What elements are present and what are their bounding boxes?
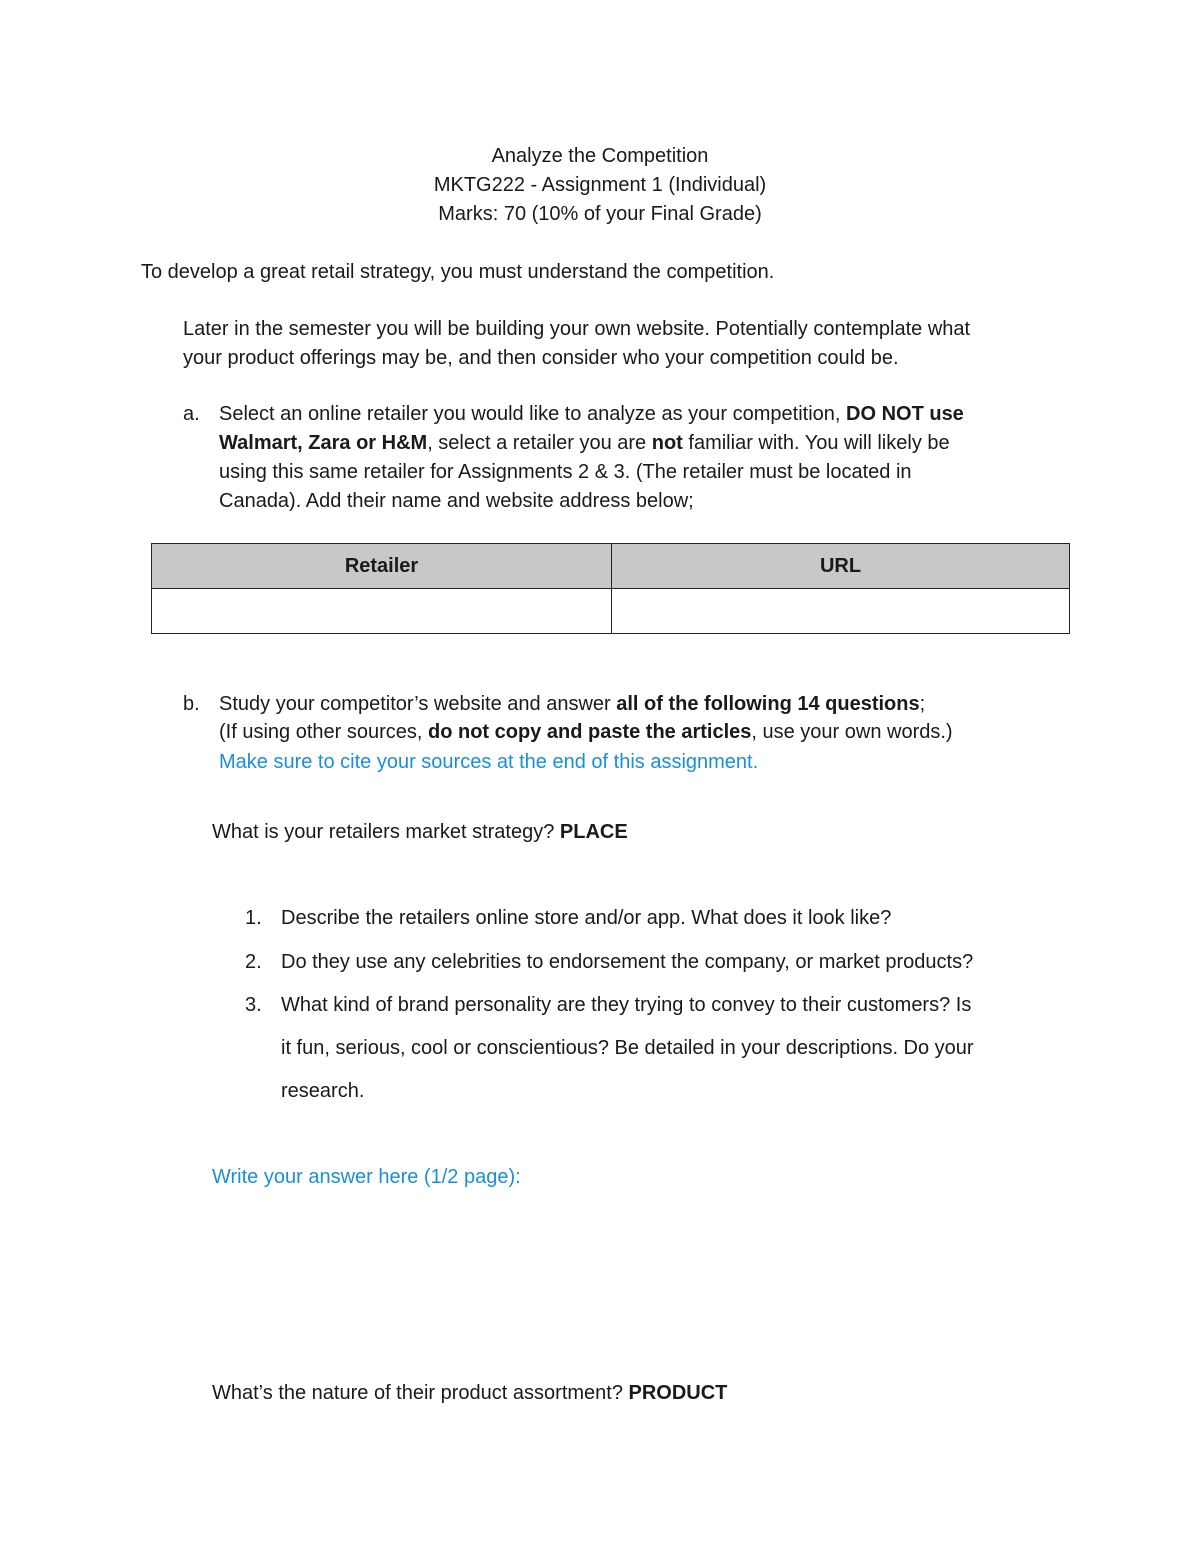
- url-column-header: URL: [612, 544, 1070, 589]
- course-line: MKTG222 - Assignment 1 (Individual): [433, 174, 767, 196]
- later-line-1: Later in the semester you will be building your own website. Potentially contemplate what: [183, 318, 971, 340]
- item-a-line-1: Select an online retailer you would like to analyze as your competition, DO NOT use: [219, 403, 964, 425]
- url-cell[interactable]: [612, 589, 1070, 634]
- item-a-line-3: using this same retailer for Assignments 2 & 3. (The retailer must be located in: [219, 461, 912, 483]
- item-a-line-4: Canada). Add their name and website address below;: [219, 490, 694, 512]
- item-b-marker: b.: [183, 693, 200, 715]
- item-a-line-2: Walmart, Zara or H&M, select a retailer you are not familiar with. You will likely be: [219, 432, 950, 454]
- question-2: 2. Do they use any celebrities to endorsement the company, or market products?: [245, 951, 974, 973]
- marks-line: Marks: 70 (10% of your Final Grade): [438, 203, 762, 225]
- document-title: Analyze the Competition: [491, 145, 709, 167]
- table-header-row: [152, 544, 1070, 589]
- item-b-line-1: Study your competitor’s website and answer all of the following 14 questions;: [219, 693, 926, 715]
- item-b-line-2: (If using other sources, do not copy and paste the articles, use your own words.): [219, 721, 953, 743]
- product-question: What’s the nature of their product assortment? PRODUCT: [212, 1382, 728, 1404]
- later-line-2: your product offerings may be, and then consider who your competition could be.: [183, 347, 899, 369]
- question-3: 3. What kind of brand personality are they trying to convey to their customers? Is: [245, 994, 972, 1016]
- question-3-cont-2: research.: [281, 1080, 365, 1102]
- item-a-marker: a.: [183, 403, 200, 425]
- cite-sources-note: Make sure to cite your sources at the end of this assignment.: [219, 751, 759, 773]
- retailer-cell[interactable]: [152, 589, 612, 634]
- retailer-table: [151, 543, 1070, 634]
- place-question: What is your retailers market strategy? PLACE: [212, 821, 628, 843]
- intro-text: To develop a great retail strategy, you must understand the competition.: [141, 261, 775, 283]
- answer-prompt: Write your answer here (1/2 page):: [212, 1166, 521, 1188]
- question-3-cont-1: it fun, serious, cool or conscientious? Be detailed in your descriptions. Do your: [281, 1037, 974, 1059]
- table-row: [152, 589, 1070, 634]
- retailer-column-header: Retailer: [152, 544, 612, 589]
- question-1: 1. Describe the retailers online store and/or app. What does it look like?: [245, 907, 892, 929]
